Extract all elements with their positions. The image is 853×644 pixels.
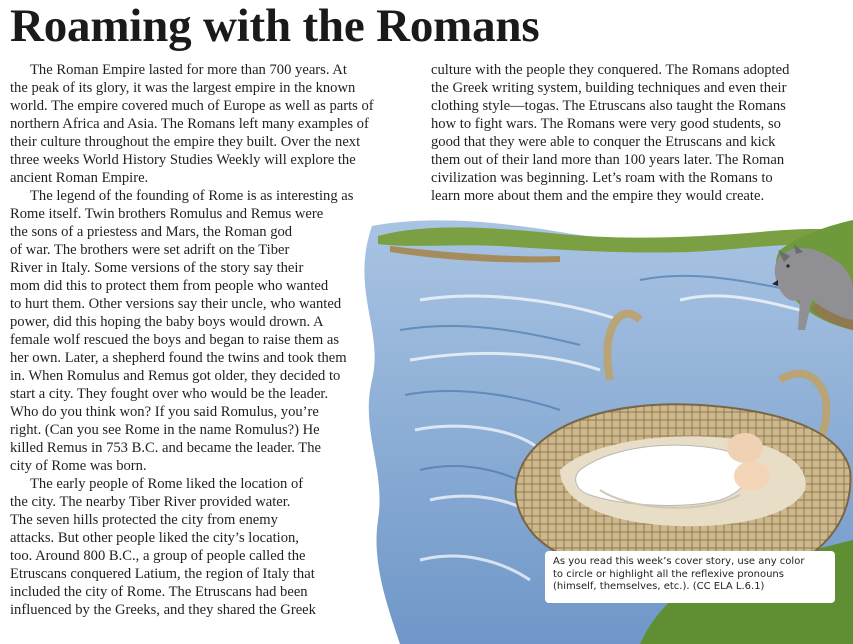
body-text-line: River in Italy. Some versions of the story say their bbox=[10, 260, 304, 276]
note-line: As you read this week’s cover story, use any color bbox=[553, 556, 805, 567]
body-text-line: clothing style—togas. The Etruscans also taught the Romans bbox=[431, 98, 786, 114]
body-text-line: female wolf rescued the boys and began to raise them as bbox=[10, 332, 340, 348]
body-text-line: culture with the people they conquered. The Romans adopted bbox=[431, 62, 790, 78]
body-text-line: her own. Later, a shepherd found the twins and took them bbox=[10, 350, 347, 366]
body-text-line: city of Rome was born. bbox=[10, 458, 147, 474]
body-text-line: Rome itself. Twin brothers Romulus and Remus were bbox=[10, 206, 324, 222]
reading-note-box bbox=[545, 551, 835, 603]
body-text-line: Etruscans conquered Latium, the region of Italy that bbox=[10, 566, 315, 582]
body-text-line: them out of their land more than 100 years later. The Roman bbox=[431, 152, 785, 168]
body-text-line: Who do you think won? If you said Romulus, you’re bbox=[10, 404, 319, 420]
note-line: (himself, themselves, etc.). (CC ELA L.6.1) bbox=[553, 581, 765, 592]
body-text-line: too. Around 800 B.C., a group of people called the bbox=[10, 548, 306, 564]
body-text-line: their culture throughout the empire they built. Over the next bbox=[10, 134, 361, 150]
body-text-line: to hurt them. Other versions say their uncle, who wanted bbox=[10, 296, 342, 312]
body-text-line: three weeks World History Studies Weekly will explore the bbox=[10, 152, 356, 168]
body-text-line: civilization was beginning. Let’s roam with the Romans to bbox=[431, 170, 773, 186]
body-text-line: in. When Romulus and Remus got older, they decided to bbox=[10, 368, 341, 384]
body-text-line: the Greek writing system, building techniques and even their bbox=[431, 80, 787, 96]
body-text-line: the city. The nearby Tiber River provided water. bbox=[10, 494, 291, 510]
body-text-line: The seven hills protected the city from enemy bbox=[10, 512, 278, 528]
body-text-line: start a city. They fought over who would be the leader. bbox=[10, 386, 329, 402]
body-text-line: good that they were able to conquer the Etruscans and kick bbox=[431, 134, 776, 150]
body-text-line: mom did this to protect them from people who wanted bbox=[10, 278, 329, 294]
body-text-line: northern Africa and Asia. The Romans left many examples of bbox=[10, 116, 369, 132]
body-text-line: learn more about them and the empire they would create. bbox=[431, 188, 765, 204]
body-text-line: included the city of Rome. The Etruscans had been bbox=[10, 584, 308, 600]
body-text-line: ancient Roman Empire. bbox=[10, 170, 149, 186]
body-text-line: the peak of its glory, it was the largest empire in the known bbox=[10, 80, 356, 96]
body-text-line: right. (Can you see Rome in the name Romulus?) He bbox=[10, 422, 320, 438]
body-text-line: The Roman Empire lasted for more than 700 years. At bbox=[30, 62, 347, 78]
body-text-line: The early people of Rome liked the location of bbox=[30, 476, 304, 492]
body-text-line: the sons of a priestess and Mars, the Roman god bbox=[10, 224, 293, 240]
body-text-line: of war. The brothers were set adrift on the Tiber bbox=[10, 242, 290, 258]
body-text-line: how to fight wars. The Romans were very good students, so bbox=[431, 116, 781, 132]
body-text-line: killed Remus in 753 B.C. and became the leader. The bbox=[10, 440, 321, 456]
note-line: to circle or highlight all the reflexive pronouns bbox=[553, 568, 784, 580]
page-title: Roaming with the Romans bbox=[10, 0, 540, 52]
body-text-line: influenced by the Greeks, and they shared the Greek bbox=[10, 602, 316, 618]
body-text-line: The legend of the founding of Rome is as interesting as bbox=[30, 188, 354, 204]
body-text-line: power, did this hoping the baby boys would drown. A bbox=[10, 314, 324, 330]
body-text-line: attacks. But other people liked the city’s location, bbox=[10, 530, 299, 546]
body-text-line: world. The empire covered much of Europe as well as parts of bbox=[10, 98, 374, 114]
